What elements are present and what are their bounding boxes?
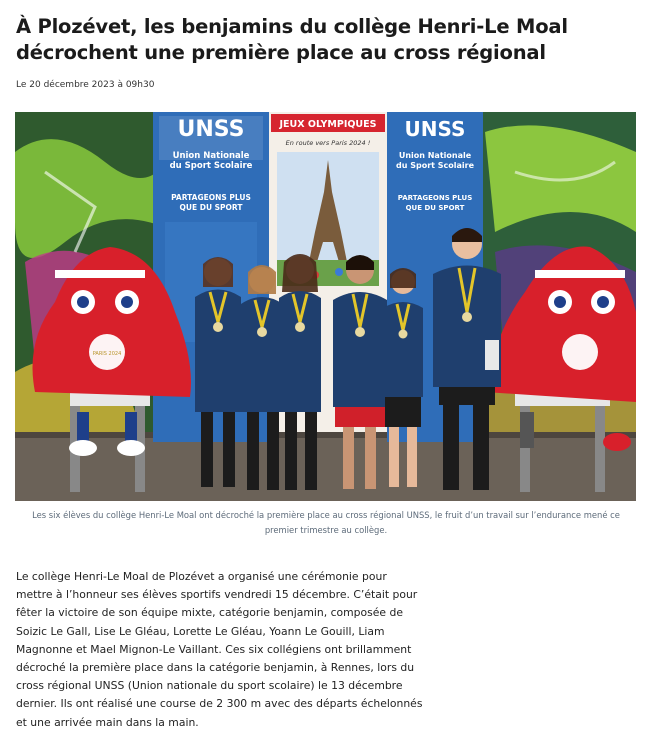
banner-center-title: JEUX OLYMPIQUES — [279, 119, 377, 130]
article-body: Le collège Henri-Le Moal de Plozévet a organisé une cérémonie pour mettre à l’honneur ses élèves sportifs vendredi 15 décembre. C’était pour fêter la victoire de son équipe mixte, catégorie benjamin, composée de Soizic Le Gall, Lise Le Gléau, Lorette Le Gléau, Yoann Le Gouill, Liam Magnonne et Mael Mignon-Le Vaillant. Ces six collégiens ont brillamment décroché la première place dans la catégorie benjamin, à Rennes, lors du cross régional UNSS (Union nationale du sport scolaire) le 13 décembre dernier. Ils ont réalisé une course de 2 300 m avec des départs échelonnés et une arrivée main dans la main. — [16, 570, 423, 729]
banner-right-logo: UNSS — [404, 117, 466, 141]
banner-left-name: Union Nationale du Sport Scolaire — [169, 151, 253, 171]
photo-caption: Les six élèves du collège Henri-Le Moal ont décroché la première place au cross régional UNSS, le fruit d’un travail sur l’endurance mené ce premier trimestre au collège. — [32, 510, 620, 535]
banner-right-slogan: PARTAGEONS PLUS QUE DU SPORT — [397, 194, 473, 212]
article-photo[interactable] — [15, 112, 636, 501]
mascot-left-badge: PARIS 2024 — [92, 351, 122, 357]
publication-date: Le 20 décembre 2023 à 09h30 — [16, 80, 155, 90]
banner-center-subtitle: En route vers Paris 2024 ! — [285, 139, 371, 147]
banner-right-name: Union Nationale du Sport Scolaire — [396, 151, 474, 170]
banner-left-logo: UNSS — [177, 117, 245, 142]
article-title: À Plozévet, les benjamins du collège Henri-Le Moal décrochent une première place au cross régional — [16, 15, 568, 64]
banner-left-slogan: PARTAGEONS PLUS QUE DU SPORT — [171, 193, 251, 212]
